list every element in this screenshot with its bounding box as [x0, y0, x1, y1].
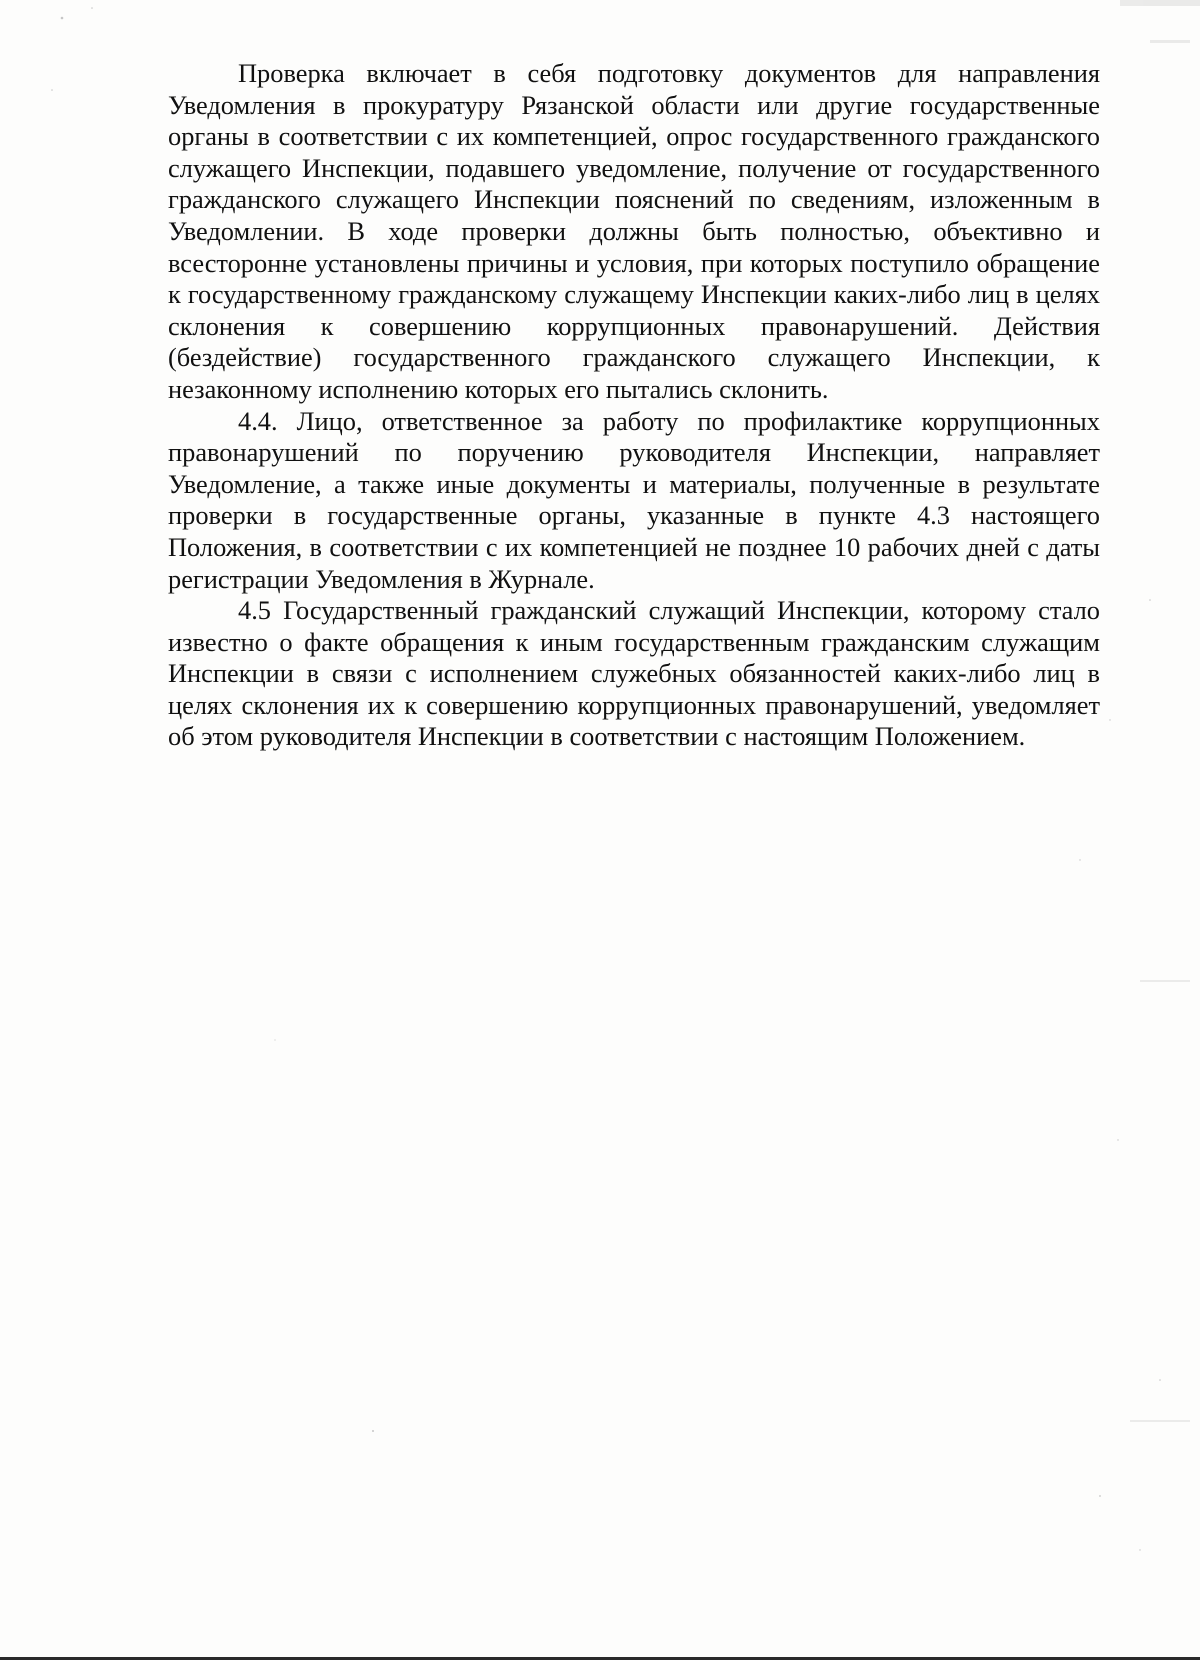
paragraph-verification: Проверка включает в себя подготовку документов для направления Уведомления в прокуратуру Рязанской области или другие государственные органы в соответствии с их компетенцией, опрос государственного гражданского служащего Инспекции, подавшего уведомление, получение от государственного гражданского служащего Инспекции пояснений по сведениям, изложенным в Уведомлении. В ходе проверки должны быть полностью, объективно и всесторонне установлены причины и условия, при которых поступило обращение к государственному гражданскому служащему Инспекции каких-либо лиц в целях склонения к совершению коррупционных правонарушений. Действия (бездействие) государственного гражданского служащего Инспекции, к незаконному исполнению которых его пытались склонить. — [168, 58, 1100, 404]
document-body — [168, 58, 1100, 753]
paragraph-4-4: 4.4. Лицо, ответственное за работу по профилактике коррупционных правонарушений по поручению руководителя Инспекции, направляет Уведомление, а также иные документы и материалы, полученные в результате проверки в государственные органы, указанные в пункте 4.3 настоящего Положения, в соответствии с их компетенцией не позднее 10 рабочих дней с даты регистрации Уведомления в Журнале. — [168, 405, 1100, 594]
scan-edge-texture — [1120, 0, 1200, 1422]
paragraph-4-5: 4.5 Государственный гражданский служащий Инспекции, которому стало известно о факте обращения к иным государственным гражданским служащим Инспекции в связи с исполнением служебных обязанностей каких-либо лиц в целях склонения их к совершению коррупционных правонарушений, уведомляет об этом руководителя Инспекции в соответствии с настоящим Положением. — [168, 595, 1100, 752]
